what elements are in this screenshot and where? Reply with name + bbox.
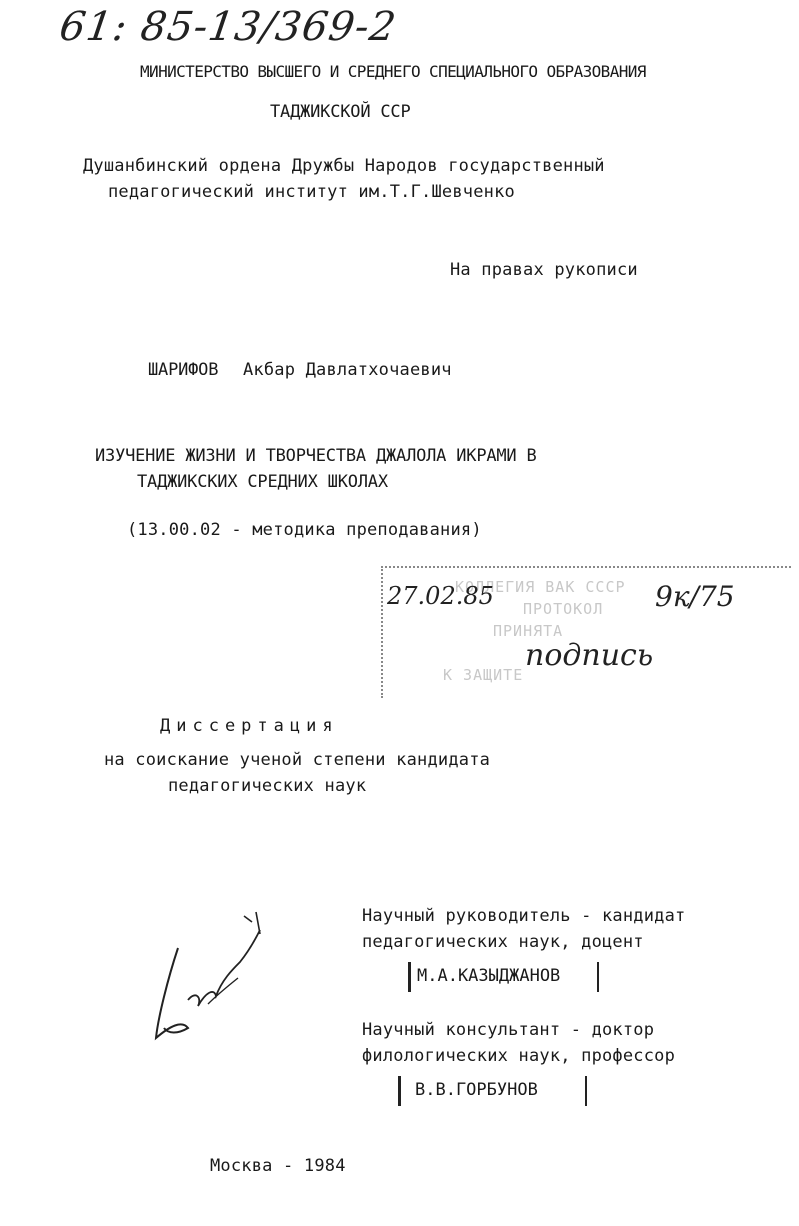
institute-line-1: Душанбинский ордена Дружбы Народов государственный	[83, 156, 605, 176]
institute-line-2: педагогический институт им.Т.Г.Шевченко	[108, 182, 515, 202]
thesis-title-line-2: ТАДЖИКСКИХ СРЕДНИХ ШКОЛАХ	[137, 472, 388, 492]
city-year: Москва - 1984	[210, 1156, 346, 1176]
degree-line-1: на соискание ученой степени кандидата	[104, 750, 491, 770]
stamp-date: 27.02.85	[387, 582, 494, 610]
rights-note: На правах рукописи	[450, 260, 638, 280]
supervisor-line-2: педагогических наук, доцент	[362, 932, 644, 952]
thesis-title-line-1: ИЗУЧЕНИЕ ЖИЗНИ И ТВОРЧЕСТВА ДЖАЛОЛА ИКРАМИ В	[95, 446, 537, 466]
supervisor-line-1: Научный руководитель - кандидат	[362, 906, 686, 926]
author-given-names: Акбар Давлатхочаевич	[243, 360, 452, 380]
specialty-code: (13.00.02 - методика преподавания)	[127, 520, 482, 540]
ministry-line-2: ТАДЖИКСКОЙ ССР	[270, 102, 411, 122]
supervisor-name-box	[408, 962, 599, 992]
archive-number: 61: 85-13/369-2	[56, 4, 400, 50]
stamp-signature: подпись	[525, 638, 654, 673]
stamp-line-3: ПРИНЯТА	[493, 622, 564, 640]
consultant-line-2: филологических наук, профессор	[362, 1046, 676, 1066]
consultant-name: В.В.ГОРБУНОВ	[415, 1080, 538, 1100]
stamp-line-2: ПРОТОКОЛ	[523, 600, 604, 618]
work-type: Диссертация	[160, 716, 339, 736]
author-surname: ШАРИФОВ	[148, 360, 219, 380]
stamp-line-1: КОЛЛЕГИЯ ВАК СССР	[455, 578, 626, 596]
stamp-line-4: К ЗАЩИТЕ	[443, 666, 524, 684]
ministry-line-1: МИНИСТЕРСТВО ВЫСШЕГО И СРЕДНЕГО СПЕЦИАЛЬНОГО ОБРАЗОВАНИЯ	[140, 62, 646, 81]
author-signature	[148, 908, 278, 1048]
degree-line-2: педагогических наук	[168, 776, 367, 796]
supervisor-name: М.А.КАЗЫДЖАНОВ	[417, 966, 561, 986]
consultant-name-box	[398, 1076, 587, 1106]
approval-stamp	[381, 566, 791, 698]
consultant-line-1: Научный консультант - доктор	[362, 1020, 655, 1040]
stamp-number: 9к/75	[655, 580, 735, 613]
